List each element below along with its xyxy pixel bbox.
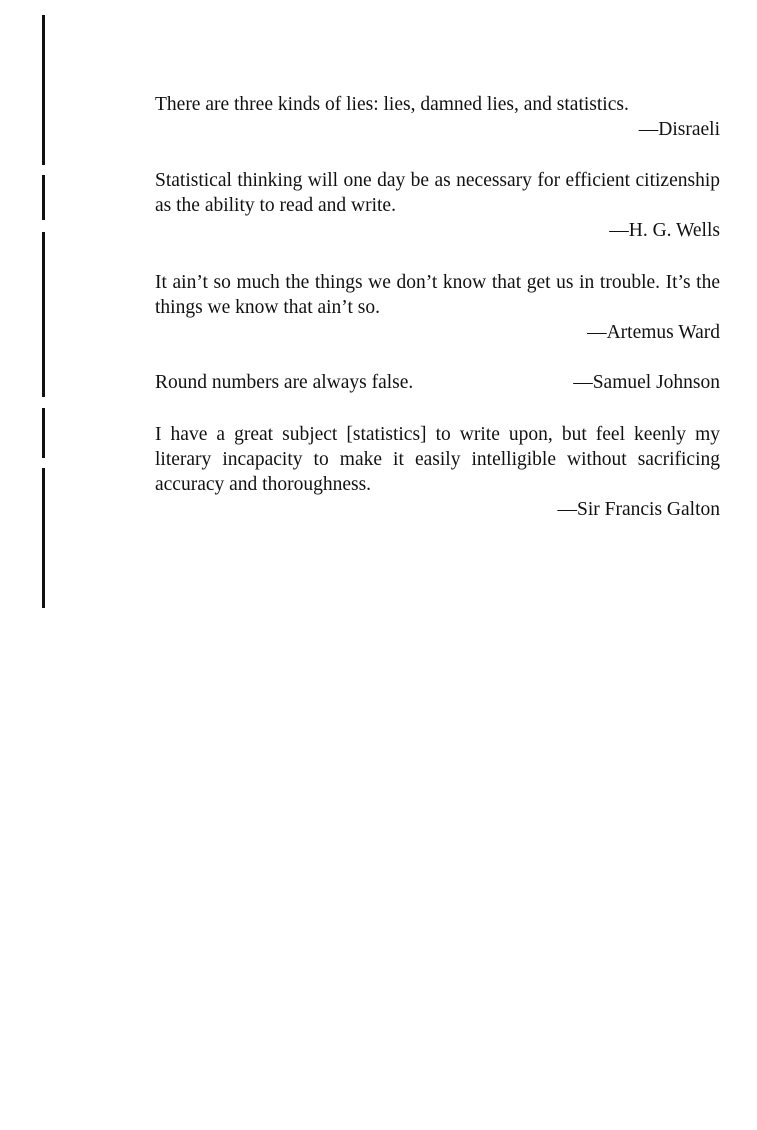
epigraph-galton: [155, 422, 720, 522]
scan-margin-line: [42, 232, 45, 397]
epigraph-text: Round numbers are always false.: [155, 372, 414, 393]
scan-margin-line: [42, 175, 45, 220]
epigraph-attribution: —Disraeli: [638, 119, 720, 140]
epigraph-attribution: —Sir Francis Galton: [557, 499, 720, 520]
epigraph-text: Statistical thinking will one day be as necessary for efficient citizenship as the ability to read and write.: [155, 170, 720, 216]
epigraph-attribution: —Samuel Johnson: [573, 372, 720, 393]
epigraph-attribution: —Artemus Ward: [587, 322, 720, 343]
epigraph-text: I have a great subject [statistics] to write upon, but feel keenly my literary incapacity to make it easily intelligible without sacrificing accuracy and thoroughness.: [155, 424, 720, 495]
epigraph-disraeli: [155, 92, 720, 142]
epigraph-johnson: [155, 370, 720, 395]
epigraph-text: There are three kinds of lies: lies, damned lies, and statistics.: [155, 94, 629, 115]
scan-margin-line: [42, 408, 45, 458]
epigraph-wells: [155, 168, 720, 243]
scan-margin-line: [42, 15, 45, 165]
epigraph-ward: [155, 270, 720, 345]
scan-margin-line: [42, 468, 45, 608]
epigraph-attribution: —H. G. Wells: [609, 220, 720, 241]
epigraph-text: It ain’t so much the things we don’t know that get us in trouble. It’s the things we know that ain’t so.: [155, 272, 720, 318]
